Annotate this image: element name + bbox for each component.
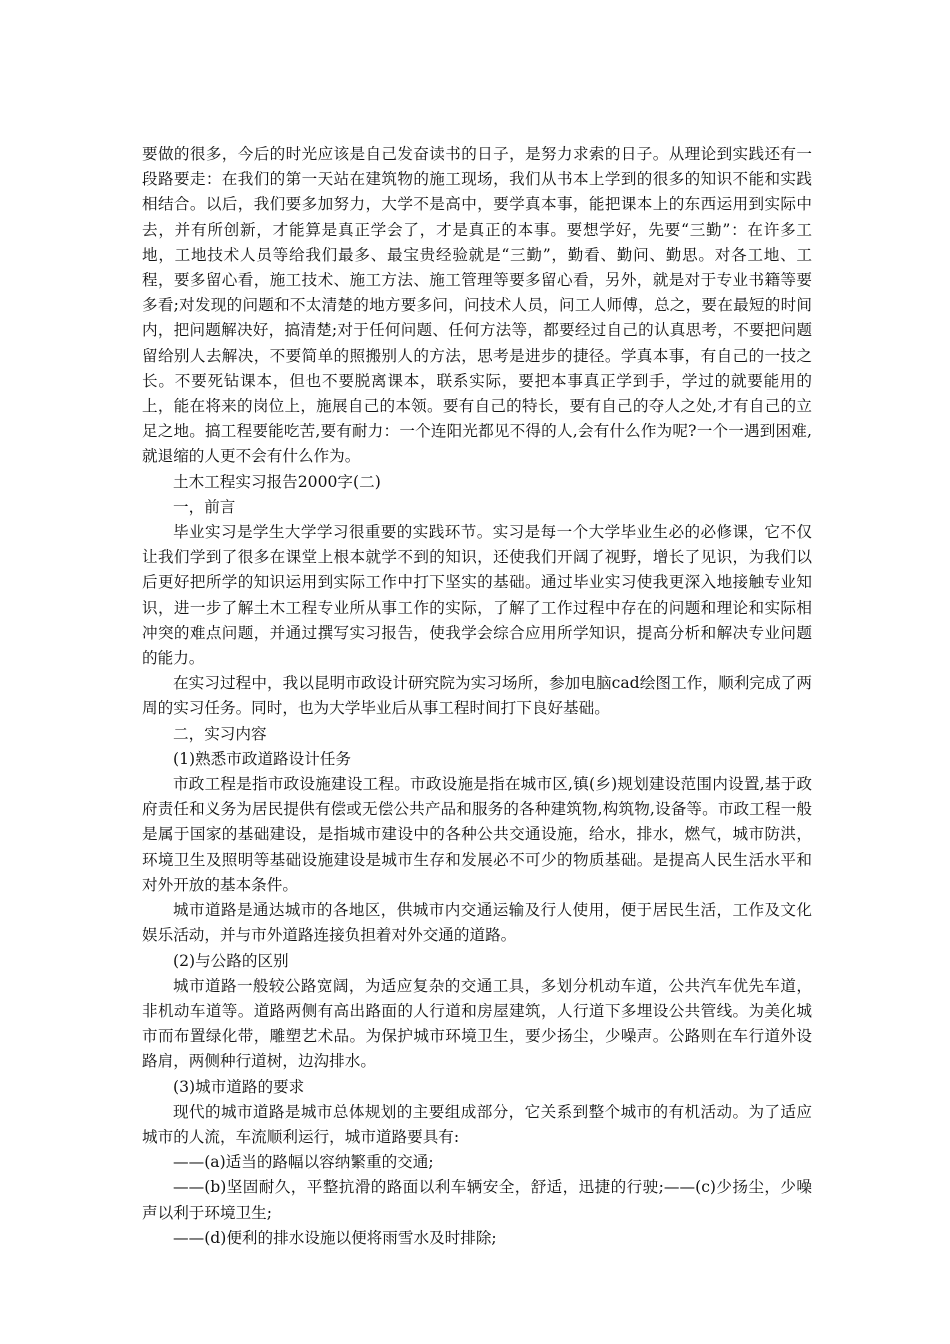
list-item: ——(a)适当的路幅以容纳繁重的交通; [173,1153,434,1172]
subsection-heading: (3)城市道路的要求 [173,1077,305,1096]
paragraph-continued: 要做的很多，今后的时光应该是自己发奋读书的日子，是努力求索的日子。从理论到实践还有一段路要走：在我们的第一天站在建筑物的施工现场，我们从书本上学到的很多的知识不能和实践相结合。以后，我们要多加努力，大学不是高中，要学真本事，能把课本上的东西运用到实际中去，并有所创新，才能算是真正学会了，才是真正的本事。要想学好，先要“三勤”：在许多工地，工地技术人员等给我们最多、最宝贵经验就是“三勤”，勤看、勤问、勤思。对各工地、工程，要多留心看，施工技术、施工方法、施工管理等要多留心看，另外，就是对于专业书籍等要多看;对发现的问题和不太清楚的地方要多问，问技术人员，问工人师傅，总之，要在最短的时间内，把问题解决好，搞清楚;对于任何问题、任何方法等，都要经过自己的认真思考，不要把问题留给别人去解决，不要简单的照搬别人的方法，思考是进步的捷径。学真本事，有自己的一技之长。不要死钻课本，但也不要脱离课本，联系实际，要把本事真正学到手，学过的就要能用的上，能在将来的岗位上，施展自己的本领。要有自己的特长，要有自己的夺人之处,才有自己的立足之地。搞工程要能吃苦,要有耐力：一个连阳光都见不得的人,会有什么作为呢?一个一遇到困难,就退缩的人更不会有什么作为。 [142,145,812,466]
paragraph: 市政工程是指市政设施建设工程。市政设施是指在城市区,镇(乡)规划建设范围内设置,基于政府责任和义务为居民提供有偿或无偿公共产品和服务的各种建筑物,构筑物,设备等。市政工程一般是属于国家的基础建设，是指城市建设中的各种公共交通设施，给水，排水，燃气，城市防洪，环境卫生及照明等基础设施建设是城市生存和发展必不可少的物质基础。是提高人民生活水平和对外开放的基本条件。 [142,775,812,894]
list-item: ——(d)便利的排水设施以便将雨雪水及时排除; [173,1228,497,1247]
list-item: ——(b)坚固耐久，平整抗滑的路面以利车辆安全，舒适，迅捷的行驶;——(c)少扬尘，少噪声以利于环境卫生; [142,1178,812,1222]
paragraph: 城市道路一般较公路宽阔，为适应复杂的交通工具，多划分机动车道，公共汽车优先车道，非机动车道等。道路两侧有高出路面的人行道和房屋建筑，人行道下多埋设公共管线。为美化城市而布置绿化带，雕塑艺术品。为保护城市环境卫生，要少扬尘，少噪声。公路则在车行道外设路肩，两侧种行道树，边沟排水。 [142,976,812,1071]
document-body [142,142,812,1251]
section-heading-content: 二，实习内容 [173,724,267,743]
subsection-heading: (2)与公路的区别 [173,951,289,970]
section-heading-preface: 一，前言 [173,497,236,516]
paragraph: 在实习过程中，我以昆明市政设计研究院为实习场所，参加电脑cad绘图工作，顺利完成了两周的实习任务。同时，也为大学毕业后从事工程时间打下良好基础。 [142,674,812,718]
paragraph: 毕业实习是学生大学学习很重要的实践环节。实习是每一个大学毕业生必的必修课，它不仅让我们学到了很多在课堂上根本就学不到的知识，还使我们开阔了视野，增长了见识，为我们以后更好把所学的知识运用到实际工作中打下坚实的基础。通过毕业实习使我更深入地接触专业知识，进一步了解土木工程专业所从事工作的实际，了解了工作过程中存在的问题和理论和实际相冲突的难点问题，并通过撰写实习报告，使我学会综合应用所学知识，提高分析和解决专业问题的能力。 [142,523,812,668]
paragraph: 现代的城市道路是城市总体规划的主要组成部分，它关系到整个城市的有机活动。为了适应城市的人流，车流顺利运行，城市道路要具有: [142,1102,812,1146]
section-title: 土木工程实习报告2000字(二) [173,472,381,491]
paragraph: 城市道路是通达城市的各地区，供城市内交通运输及行人使用，便于居民生活，工作及文化娱乐活动，并与市外道路连接负担着对外交通的道路。 [142,901,812,945]
subsection-heading: (1)熟悉市政道路设计任务 [173,749,352,768]
